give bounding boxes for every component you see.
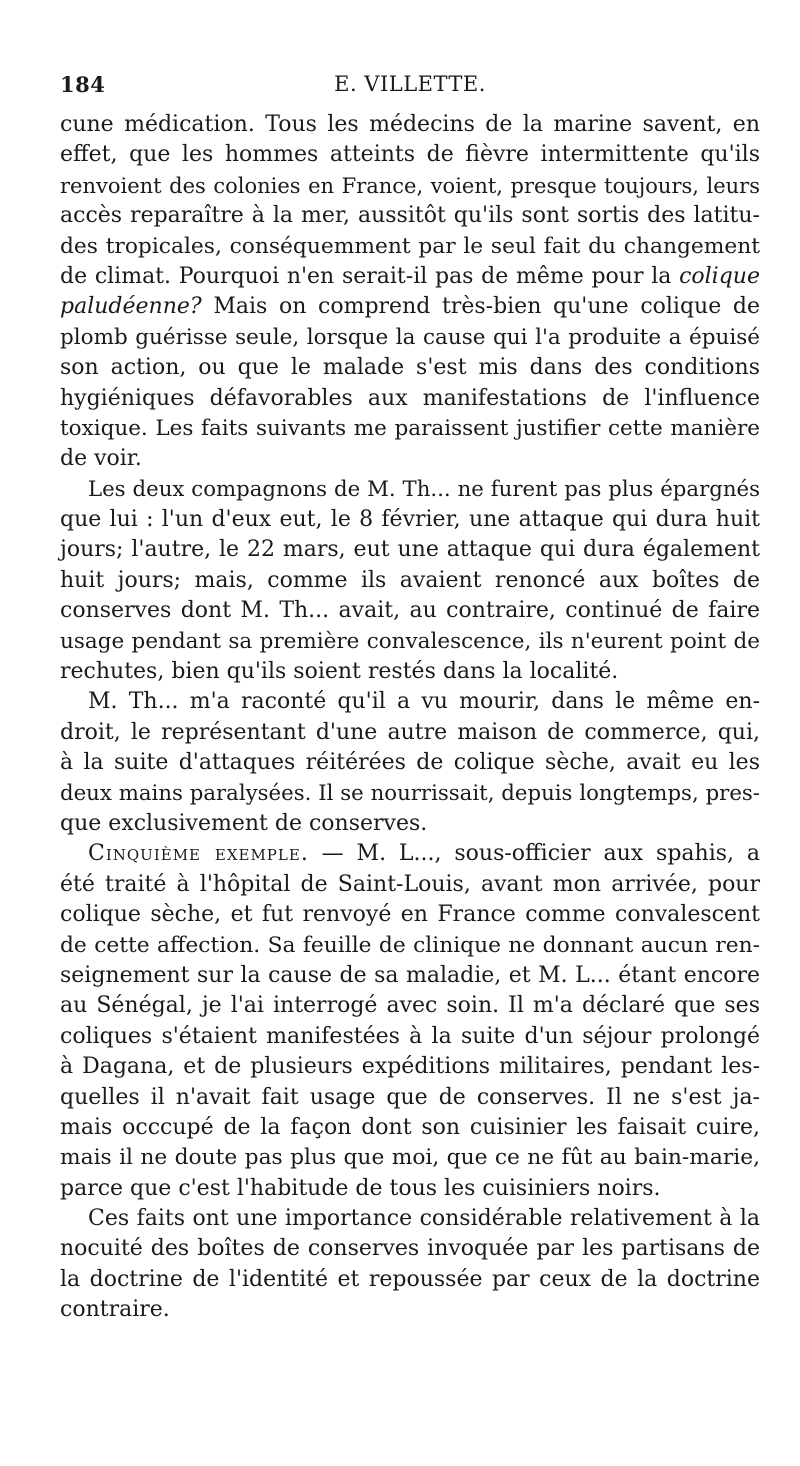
text-line: conserves dont M. Th... avait, au contraire, continué de faire [60,598,760,624]
text-line: huit jours; mais, comme ils avaient renoncé aux boîtes de [60,567,760,593]
text-line: jours; l'autre, le 22 mars, eut une attaque qui dura également [60,537,760,563]
text-line: colique sèche, et fut renvoyé en France comme convalescent [60,902,760,928]
text-line: cune médication. Tous les médecins de la marine savent, en [60,112,760,137]
body-text [60,110,760,1326]
text-fragment: — M. L..., sous-officier aux spahis, a [308,841,760,867]
text-line: plomb guérisse seule, lorsque la cause qui l'a produite a épuisé [60,324,760,350]
text-line: son action, ou que le malade s'est mis dans des conditions [60,355,760,381]
text-line: toxique. Les faits suivants me paraissent justifier cette manière [60,415,760,441]
text-line: deux mains paralysées. Il se nourrissait, depuis longtemps, pres- [60,780,760,806]
text-line-compound [60,839,760,869]
text-line: rechutes, bien qu'ils soient restés dans la localité. [60,659,619,685]
text-line: renvoient des colonies en France, voient, presque toujours, leurs [60,173,760,198]
text-fragment: Mais on comprend très-bien qu'une colique de [201,294,760,320]
text-line: accès reparaître à la mer, aussitôt qu'ils sont sortis des latitu- [60,203,760,229]
text-line: de cette affection. Sa feuille de clinique ne donnant aucun ren- [60,932,760,958]
text-line: seignement sur la cause de sa maladie, et M. L... étant encore [60,962,760,988]
page-header [60,72,760,106]
text-line: mais occcupé de la façon dont son cuisinier les faisait cuire, [60,1114,760,1140]
text-line: été traité à l'hôpital de Saint-Louis, avant mon arrivée, pour [60,871,760,897]
text-line: à Dagana, et de plusieurs expéditions militaires, pendant les- [60,1054,760,1080]
text-fragment: de climat. Pourquoi n'en serait-il pas de même pour la [60,263,672,289]
text-line: effet, que les hommes atteints de fièvre intermittente qu'ils [60,142,760,168]
text-line: usage pendant sa première convalescence, ils n'eurent point de [60,628,760,654]
text-line-compound [60,262,760,292]
text-line: la doctrine de l'identité et repoussée par ceux de la doctrine [60,1266,760,1292]
text-line: droit, le représentant d'une autre maison de commerce, qui, [60,719,760,745]
italic-term: paludéenne? [60,294,202,320]
text-line: parce que c'est l'habitude de tous les cuisiniers noirs. [60,1175,661,1201]
running-head: E. VILLETTE. [334,72,486,96]
text-line: au Sénégal, je l'ai interrogé avec soin. Il m'a déclaré que ses [60,993,760,1019]
section-heading: Cinquième exemple. [88,841,309,867]
text-line: M. Th... m'a raconté qu'il a vu mourir, dans le même en- [88,689,760,715]
text-line: quelles il n'avait fait usage que de conserves. Il ne s'est ja- [60,1084,760,1110]
text-line: Les deux compagnons de M. Th... ne furent pas plus épargnés [88,476,760,502]
italic-term: colique [679,263,760,289]
text-line: des tropicales, conséquemment par le seul fait du changement [60,233,760,259]
text-line: mais il ne doute pas plus que moi, que ce ne fût au bain-marie, [60,1145,760,1171]
text-line-compound [60,292,760,322]
text-line: à la suite d'attaques réitérées de colique sèche, avait eu les [60,750,760,776]
text-line: que lui : l'un d'eux eut, le 8 février, une attaque qui dura huit [60,507,760,533]
text-line: que exclusivement de conserves. [60,810,428,836]
text-line: de voir. [60,446,142,472]
text-line: hygiéniques défavorables aux manifestations de l'influence [60,385,760,411]
text-line: Ces faits ont une importance considérable relativement à la [88,1206,760,1232]
text-line: coliques s'étaient manifestées à la suite d'un séjour prolongé [60,1023,760,1049]
text-line: contraire. [60,1297,170,1323]
text-line: nocuité des boîtes de conserves invoquée par les partisans de [60,1236,760,1262]
page-number: 184 [60,72,106,97]
